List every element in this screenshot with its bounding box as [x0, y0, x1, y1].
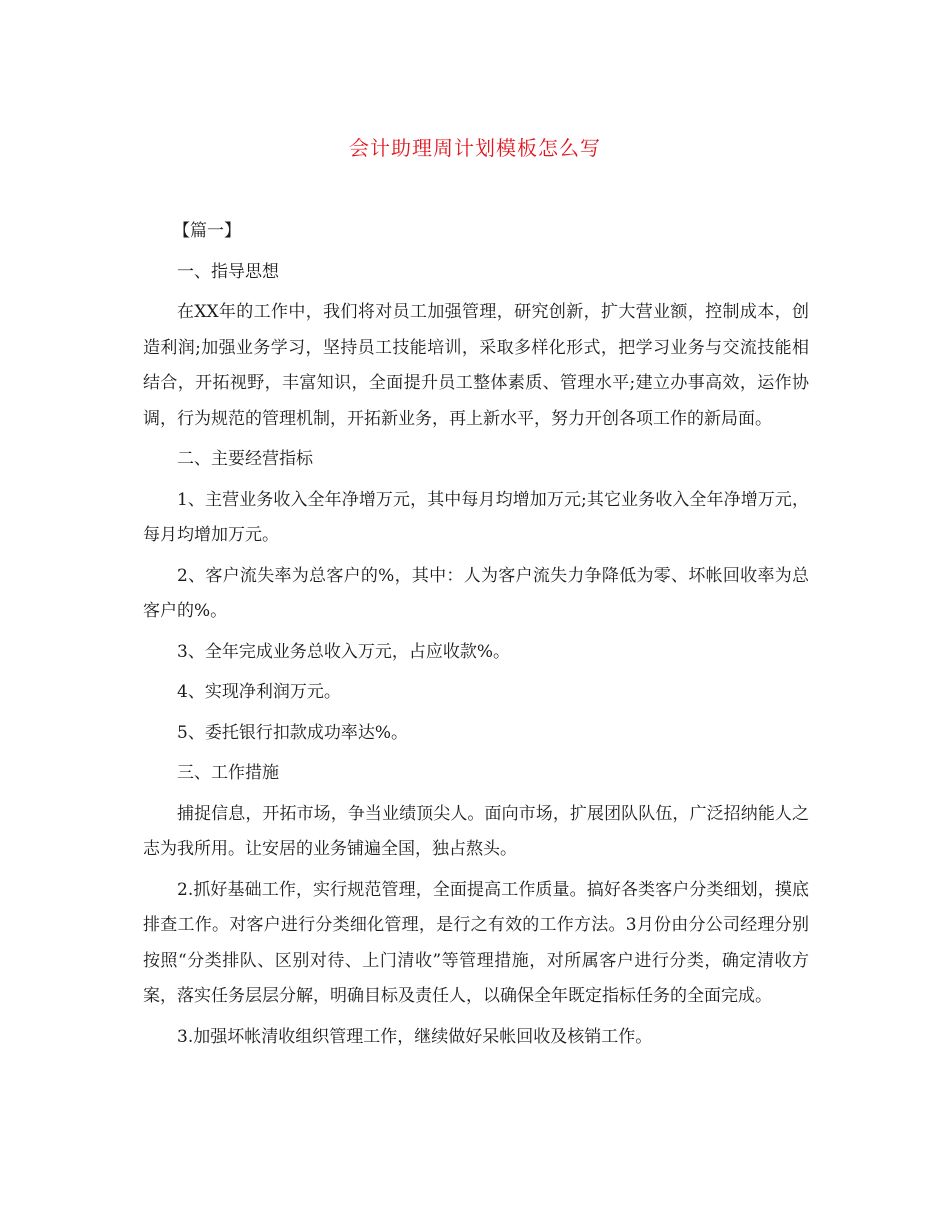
paragraph-guiding-ideology: 在XX年的工作中，我们将对员工加强管理，研究创新，扩大营业额，控制成本，创造利润;加强业务学习，坚持员工技能培训，采取多样化形式，把学习业务与交流技能相结合，开拓视野，丰富知识，全面提升员工整体素质、管理水平;建立办事高效，运作协调，行为规范的管理机制，开拓新业务，再上新水平，努力开创各项工作的新局面。 — [143, 302, 809, 429]
paragraph-measure-3: 3.加强坏帐清收组织管理工作，继续做好呆帐回收及核销工作。 — [177, 1026, 653, 1047]
heading-guiding-ideology: 一、指导思想 — [177, 261, 279, 282]
indicator-item-1: 1、主营业务收入全年净增万元，其中每月均增加万元;其它业务收入全年净增万元，每月均增加万元。 — [143, 489, 809, 545]
indicator-item-5: 5、委托银行扣款成功率达%。 — [177, 722, 408, 743]
document-title: 会计助理周计划模板怎么写 — [349, 136, 601, 160]
section-tag: 【篇一】 — [173, 221, 241, 241]
indicator-item-4: 4、实现净利润万元。 — [177, 682, 341, 702]
indicator-item-2: 2、客户流失率为总客户的%，其中：人为客户流失力争降低为零、坏帐回收率为总客户的%。 — [143, 565, 809, 621]
indicator-item-3: 3、全年完成业务总收入万元，占应收款%。 — [177, 641, 510, 662]
heading-main-indicators: 二、主要经营指标 — [177, 449, 313, 469]
paragraph-measure-2: 2.抓好基础工作，实行规范管理，全面提高工作质量。搞好各类客户分类细划，摸底排查工作。对客户进行分类细化管理，是行之有效的工作方法。3月份由分公司经理分别按照“分类排队、区别对待、上门清收”等管理措施，对所属客户进行分类，确定清收方案，落实任务层层分解，明确目标及责任人，以确保全年既定指标任务的全面完成。 — [143, 879, 809, 1006]
paragraph-measure-1: 捕捉信息，开拓市场，争当业绩顶尖人。面向市场，扩展团队队伍，广泛招纳能人之志为我所用。让安居的业务铺遍全国，独占熬头。 — [143, 803, 809, 859]
heading-work-measures: 三、工作措施 — [177, 763, 279, 783]
document-body — [143, 214, 809, 1060]
